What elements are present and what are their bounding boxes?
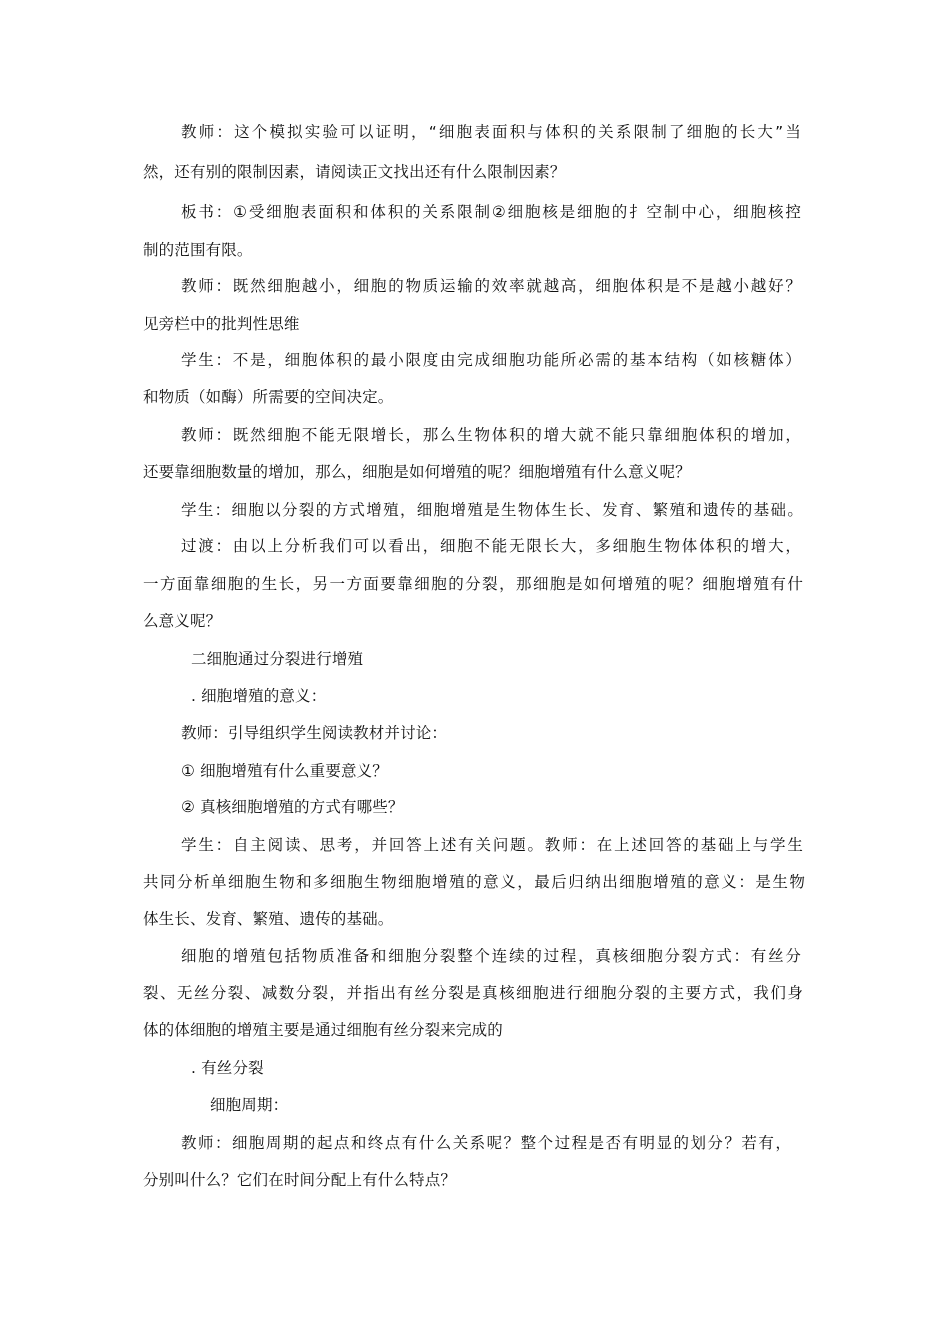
paragraph-line: 一方面靠细胞的生长，另一方面要靠细胞的分裂，那细胞是如何增殖的呢？细胞增殖有什 [143,575,803,593]
list-item: ① 细胞增殖有什么重要意义？ [181,762,388,780]
paragraph-line: 么意义呢？ [143,612,222,630]
paragraph-line: 教师：细胞周期的起点和终点有什么关系呢？整个过程是否有明显的划分？若有， [181,1134,791,1152]
paragraph-line: 板书：①受细胞表面积和体积的关系限制②细胞核是细胞的扌空制中心，细胞核控 [181,203,801,221]
paragraph-line: 共同分析单细胞生物和多细胞生物细胞增殖的意义，最后归纳出细胞增殖的意义：是生物 [143,873,805,891]
section-heading: 二细胞通过分裂进行增殖 [191,650,364,668]
paragraph-line: 体的体细胞的增殖主要是通过细胞有丝分裂来完成的 [143,1021,503,1039]
subsection-heading: . 细胞增殖的意义： [191,687,327,705]
paragraph-line: 教师：这个模拟实验可以证明，“细胞表面积与体积的关系限制了细胞的长大”当 [181,123,801,141]
paragraph-line: 见旁栏中的批判性思维 [143,315,300,333]
paragraph-line: 制的范围有限。 [143,241,253,259]
paragraph-line: 学生：自主阅读、思考，并回答上述有关问题。教师：在上述回答的基础上与学生 [181,836,803,854]
paragraph-line: 教师：既然细胞不能无限增长，那么生物体积的增大就不能只靠细胞体积的增加， [181,426,801,444]
paragraph-line: 裂、无丝分裂、减数分裂，并指出有丝分裂是真核细胞进行细胞分裂的主要方式，我们身 [143,984,803,1002]
subsection-heading: 细胞周期： [210,1096,289,1114]
paragraph-line: 学生：不是，细胞体积的最小限度由完成细胞功能所必需的基本结构（如核糖体） [181,351,801,369]
paragraph-line: 然，还有别的限制因素，请阅读正文找出还有什么限制因素？ [143,163,566,181]
subsection-heading: . 有丝分裂 [191,1059,264,1077]
paragraph-line: 和物质（如酶）所需要的空间决定。 [143,388,394,406]
paragraph-line: 还要靠细胞数量的增加，那么，细胞是如何增殖的呢？细胞增殖有什么意义呢？ [143,463,691,481]
paragraph-line: 体生长、发育、繁殖、遗传的基础。 [143,910,394,928]
paragraph-line: 学生：细胞以分裂的方式增殖，细胞增殖是生物体生长、发育、繁殖和遗传的基础。 [181,501,803,519]
paragraph-line: 分别叫什么？它们在时间分配上有什么特点？ [143,1171,457,1189]
paragraph-line: 过渡：由以上分析我们可以看出，细胞不能无限长大，多细胞生物体体积的增大， [181,537,801,555]
paragraph-line: 教师：引导组织学生阅读教材并讨论： [181,724,448,742]
list-item: ② 真核细胞增殖的方式有哪些？ [181,798,404,816]
paragraph-line: 细胞的增殖包括物质准备和细胞分裂整个连续的过程，真核细胞分裂方式：有丝分 [181,947,801,965]
paragraph-line: 教师：既然细胞越小，细胞的物质运输的效率就越高，细胞体积是不是越小越好？ [181,277,801,295]
